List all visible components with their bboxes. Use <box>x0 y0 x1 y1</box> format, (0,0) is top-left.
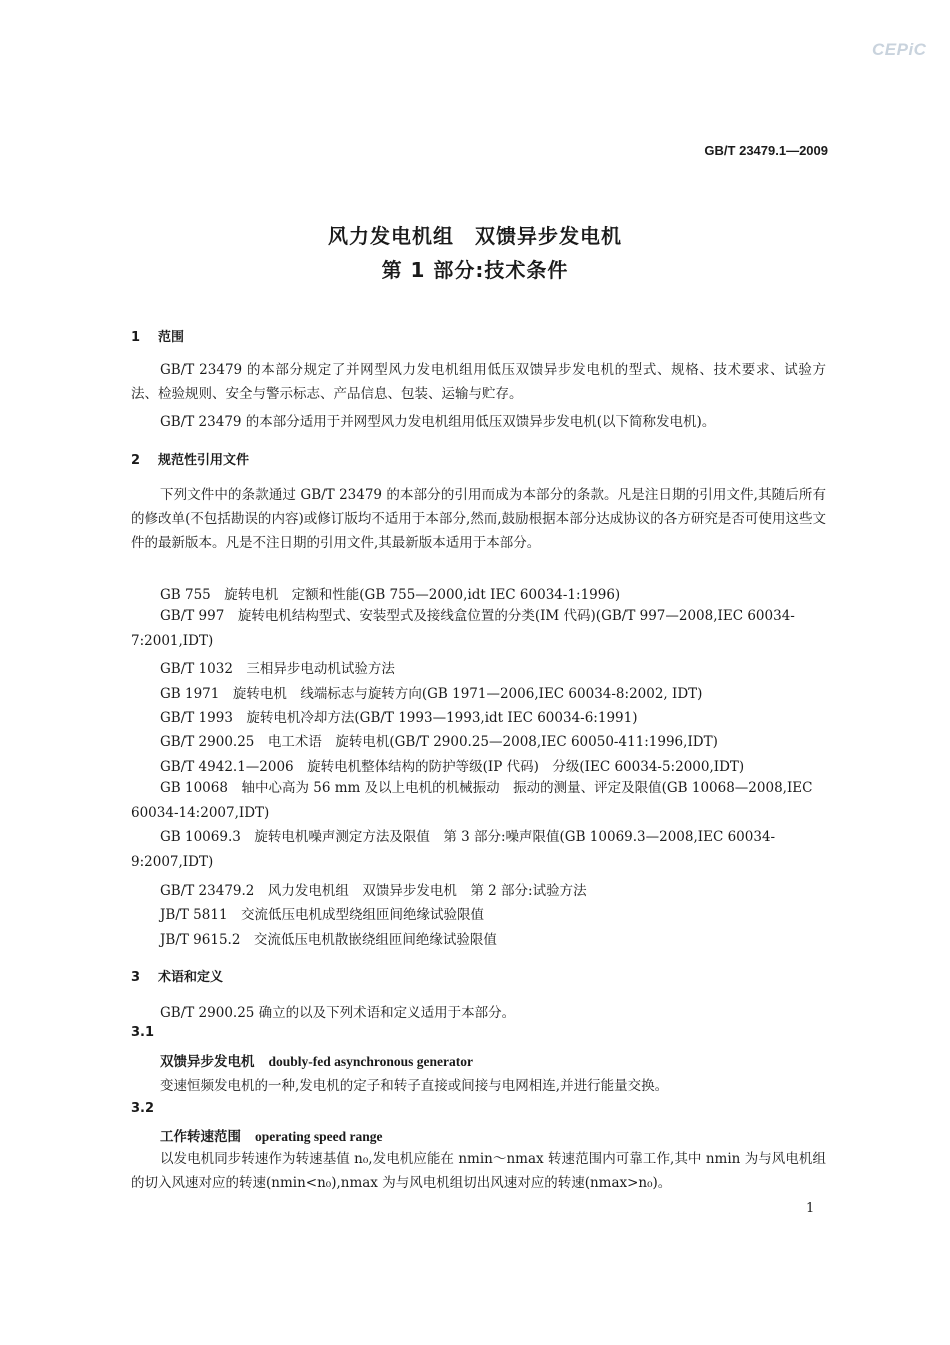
section-3-intro: GB/T 2900.25 确立的以及下列术语和定义适用于本部分。 <box>160 1005 516 1021</box>
section-3-heading <box>131 966 223 985</box>
term-3-2-number: 3.2 <box>131 1101 155 1116</box>
reference-item: GB/T 23479.2 风力发电机组 双馈异步发电机 第 2 部分:试验方法 <box>160 883 587 899</box>
term-3-1-title <box>160 1050 473 1070</box>
section-2-heading <box>131 449 249 468</box>
term-english: operating speed range <box>255 1129 383 1144</box>
reference-item: GB 755 旋转电机 定额和性能(GB 755—2000,idt IEC 60034-1:1996) <box>160 587 621 603</box>
cepic-watermark-logo: CEPiC <box>872 40 927 59</box>
reference-item: GB/T 1993 旋转电机冷却方法(GB/T 1993—1993,idt IEC 60034-6:1991) <box>160 710 638 726</box>
page-number: 1 <box>806 1201 815 1216</box>
reference-item: GB 10068 轴中心高为 56 mm 及以上电机的机械振动 振动的测量、评定及限值(GB 10068—2008,IEC 60034-14:2007,IDT) <box>131 780 813 821</box>
section-title: 范围 <box>158 330 185 345</box>
reference-item: JB/T 5811 交流低压电机成型绕组匝间绝缘试验限值 <box>160 907 485 923</box>
section-number: 2 <box>131 453 141 468</box>
reference-item: GB/T 4942.1—2006 旋转电机整体结构的防护等级(IP 代码) 分级(IEC 60034-5:2000,IDT) <box>160 759 745 775</box>
term-chinese: 工作转速范围 <box>160 1129 241 1145</box>
term-3-1-definition: 变速恒频发电机的一种,发电机的定子和转子直接或间接与电网相连,并进行能量交换。 <box>160 1078 669 1094</box>
section-title: 术语和定义 <box>158 970 224 985</box>
reference-item: GB/T 2900.25 电工术语 旋转电机(GB/T 2900.25—2008,IEC 60050-411:1996,IDT) <box>160 734 718 750</box>
term-chinese: 双馈异步发电机 <box>160 1054 255 1070</box>
document-title-line1: 风力发电机组 双馈异步发电机 <box>328 224 622 248</box>
reference-item: GB/T 1032 三相异步电动机试验方法 <box>160 661 395 677</box>
reference-item: GB 10069.3 旋转电机噪声测定方法及限值 第 3 部分:噪声限值(GB 10069.3—2008,IEC 60034-9:2007,IDT) <box>131 829 776 870</box>
section-2-intro: 下列文件中的条款通过 GB/T 23479 的本部分的引用而成为本部分的条款。凡是注日期的引用文件,其随后所有的修改单(不包括勘误的内容)或修订版均不适用于本部分,然而,鼓励根据本部分达成协议的各方研究是否可使用这些文件的最新版本。凡是不注日期的引用文件,其最新版本适用于本部分。 <box>131 487 826 551</box>
section-title: 规范性引用文件 <box>158 453 250 468</box>
reference-item: JB/T 9615.2 交流低压电机散嵌绕组匝间绝缘试验限值 <box>160 932 497 948</box>
section-1-heading <box>131 326 184 345</box>
section-number: 3 <box>131 970 141 985</box>
standard-number: GB/T 23479.1—2009 <box>704 143 828 158</box>
term-english: doubly-fed asynchronous generator <box>268 1054 474 1069</box>
section-1-paragraph-1: GB/T 23479 的本部分规定了并网型风力发电机组用低压双馈异步发电机的型式、规格、技术要求、试验方法、检验规则、安全与警示标志、产品信息、包装、运输与贮存。 <box>131 362 826 402</box>
term-3-2-definition: 以发电机同步转速作为转速基值 n₀,发电机应能在 nmin～nmax 转速范围内可靠工作,其中 nmin 为与风电机组的切入风速对应的转速(nmin<n₀),nmax 为与风电机组切出风速对应的转速(nmax>n₀)。 <box>131 1151 826 1191</box>
reference-item: GB 1971 旋转电机 线端标志与旋转方向(GB 1971—2006,IEC 60034-8:2002, IDT) <box>160 686 703 702</box>
term-3-1-number: 3.1 <box>131 1025 155 1040</box>
section-number: 1 <box>131 330 141 345</box>
section-1-paragraph-2: GB/T 23479 的本部分适用于并网型风力发电机组用低压双馈异步发电机(以下简称发电机)。 <box>160 414 716 430</box>
reference-item: GB/T 997 旋转电机结构型式、安装型式及接线盒位置的分类(IM 代码)(GB/T 997—2008,IEC 60034-7:2001,IDT) <box>131 608 795 649</box>
document-title-line2: 第 1 部分:技术条件 <box>381 258 569 282</box>
term-3-2-title <box>160 1125 383 1145</box>
